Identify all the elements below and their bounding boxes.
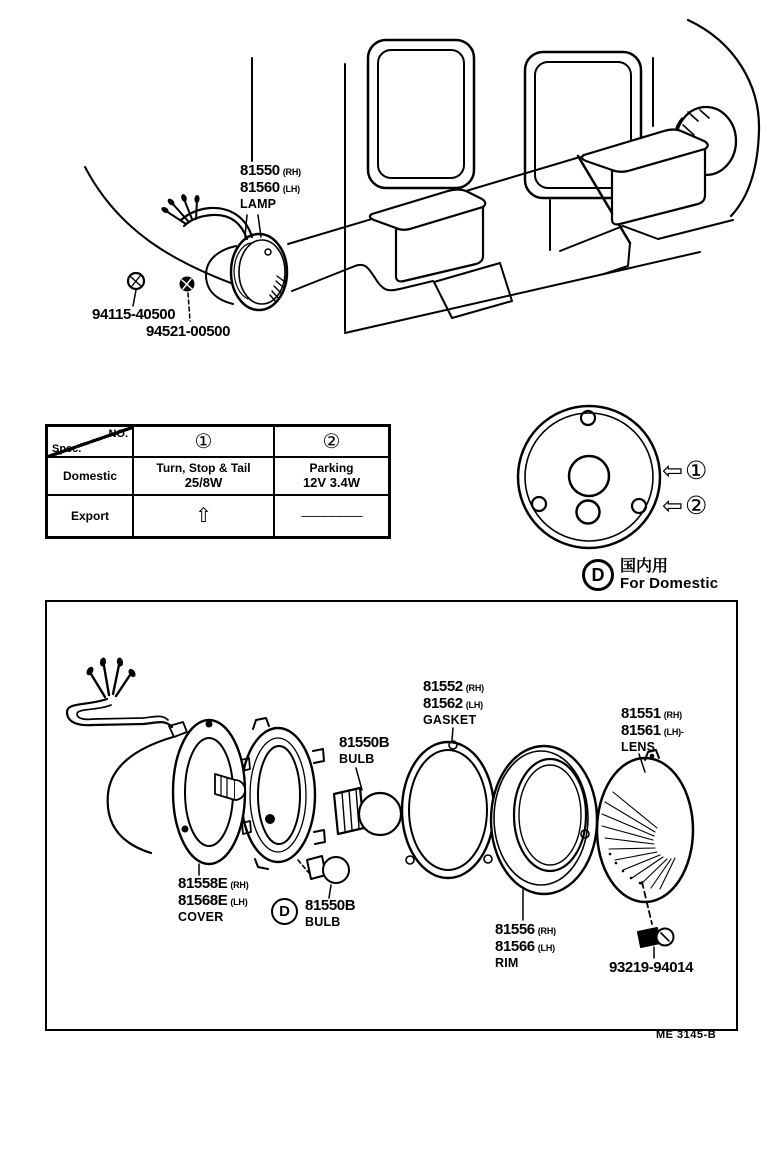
drawing-code: ME 3145-B: [656, 1029, 717, 1041]
harness-art: [67, 657, 187, 737]
cover-part-label: [178, 876, 249, 924]
grommet-part-label: 94521-00500: [146, 323, 231, 340]
small-bulb-art: [298, 856, 349, 883]
nut-part-label: 94115-40500: [92, 306, 176, 323]
part-number: 81550B: [305, 897, 356, 914]
part-caption: GASKET: [423, 712, 477, 727]
domestic-note-jp: 国内用: [620, 558, 669, 575]
rim-art: [491, 746, 597, 894]
part-number: 81552: [423, 678, 463, 695]
lh-suffix: (LH): [537, 942, 555, 953]
lh-suffix: (LH): [282, 183, 300, 194]
corner-no-label: NO.: [108, 428, 128, 440]
lh-suffix: (LH): [230, 896, 248, 907]
bulb-spec-table: [45, 424, 391, 539]
rh-suffix: (RH): [230, 880, 249, 890]
part-number: 81561: [621, 721, 661, 739]
part-caption: LAMP: [240, 196, 277, 211]
corner-spec-label: Spec.: [52, 443, 82, 455]
part-number: 81562: [423, 694, 463, 712]
row-header-domestic: [48, 458, 134, 496]
lh-suffix: (LH): [465, 699, 483, 710]
domestic-note-en: For Domestic: [620, 574, 719, 592]
bulb-spec: Turn, Stop & Tail: [156, 461, 251, 475]
part-number: 81560: [240, 178, 280, 196]
cell-export-col2: [275, 496, 388, 536]
table-corner-cell: [48, 427, 134, 458]
bumper-art: [288, 130, 733, 334]
lh-suffix: (LH)-: [663, 726, 684, 737]
column-header-2: [275, 427, 388, 458]
circled-1-icon: ①: [684, 457, 708, 485]
left-arrow-icon: ⇦: [662, 457, 683, 485]
circled-2-icon: ②: [322, 430, 341, 453]
part-number: 81566: [495, 937, 535, 955]
wire-harness-art: [160, 193, 252, 239]
lens-art: [597, 750, 693, 902]
gasket-art: [402, 741, 494, 878]
part-number: 81550B: [339, 734, 390, 751]
rh-suffix: (RH): [465, 683, 484, 693]
grommet-drawing: [180, 277, 195, 322]
lens-part-label: [621, 706, 684, 754]
row-header-export: [48, 496, 134, 536]
ditto-arrow-icon: ⇧: [195, 505, 212, 527]
callout-1: [662, 459, 707, 484]
lamp-part-label: [240, 163, 301, 211]
part-caption: BULB: [339, 751, 375, 766]
screw-part-label: 93219-94014: [609, 959, 694, 976]
circled-1-icon: ①: [194, 430, 213, 453]
exploded-view-box: [45, 600, 738, 1031]
part-number: 81556: [495, 921, 535, 938]
tail-lamp-drawing: [160, 193, 287, 310]
rh-suffix: (RH): [663, 710, 682, 720]
cell-export-col1: [134, 496, 275, 536]
part-number: 81550: [240, 162, 280, 179]
part-number: 81551: [621, 705, 661, 722]
domestic-note: [582, 559, 718, 592]
part-number: 81558E: [178, 875, 228, 892]
small-bulb-part-label: [271, 898, 355, 929]
bulb-wattage: 12V 3.4W: [302, 475, 361, 491]
cover-art: [108, 718, 325, 869]
circled-d-icon: D: [271, 898, 298, 925]
callout-2: [662, 494, 707, 519]
rh-suffix: (RH): [282, 167, 301, 177]
cell-domestic-col1: [134, 458, 275, 496]
row-label: Domestic: [62, 468, 118, 483]
bulb-spec: Parking: [309, 461, 354, 475]
part-caption: BULB: [305, 914, 341, 929]
part-number: 81568E: [178, 891, 228, 909]
bulb-hole-2: [577, 501, 600, 524]
lamp-back-view-art: [518, 406, 660, 548]
row-label: Export: [70, 508, 109, 523]
cell-domestic-col2: [275, 458, 388, 496]
circled-d-icon: D: [582, 559, 614, 591]
nut-drawing: [128, 273, 144, 306]
circled-2-icon: ②: [684, 492, 708, 520]
part-caption: LENS: [621, 739, 656, 754]
gasket-part-label: [423, 679, 484, 727]
part-caption: COVER: [178, 909, 224, 924]
main-bulb-part-label: [339, 735, 389, 766]
rim-part-label: [495, 922, 556, 970]
bulb-hole-1: [569, 456, 609, 496]
none-dash: ────────: [301, 509, 362, 523]
part-caption: RIM: [495, 955, 519, 970]
window-left: [368, 40, 474, 188]
bulb-wattage: 25/8W: [184, 475, 223, 491]
rh-suffix: (RH): [537, 926, 556, 936]
main-bulb-art: [334, 788, 401, 835]
column-header-1: [134, 427, 275, 458]
left-arrow-icon: ⇦: [662, 492, 683, 520]
